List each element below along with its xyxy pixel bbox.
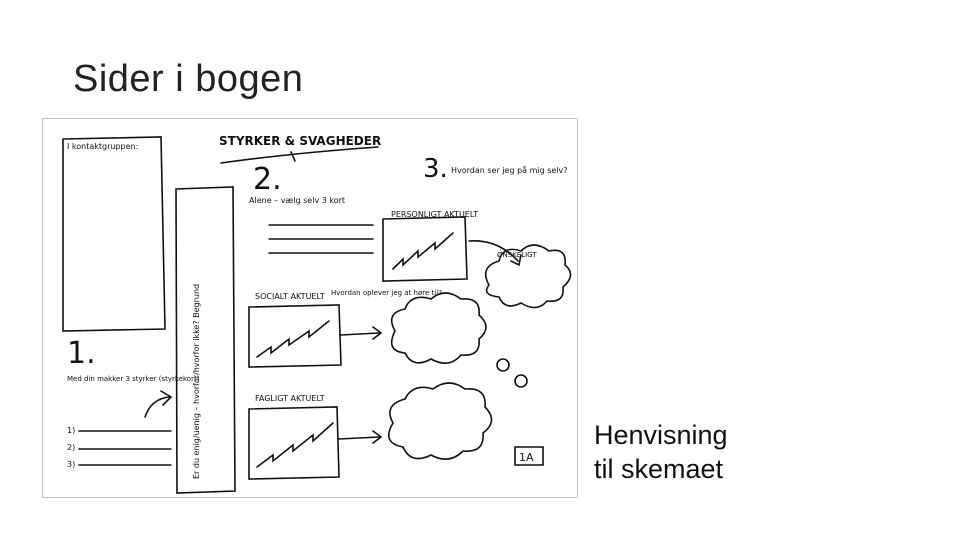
caption-line-2: til skemaet [594,454,724,484]
step2-number: 2. [253,162,282,197]
slide-title: Sider i bogen [73,58,304,100]
step1-text: Med din makker 3 styrker (styrkekort) [67,375,200,383]
caption [594,418,728,486]
fagligt-label: FAGLIGT AKTUELT [255,394,325,403]
caption-line-1: Henvisning [594,420,728,450]
socialt-label: SOCIALT AKTUELT [255,292,325,301]
list-num-3: 3) [67,460,76,469]
workbook-sketch-image [42,118,578,498]
vertical-column [176,187,235,493]
step3-number: 3. [423,154,448,184]
step1-number: 1. [67,336,96,371]
group-instructions-box [63,137,165,331]
onskeligt-label: ØNSKELIGT [497,251,537,259]
list-num-2: 2) [67,443,76,452]
personligt-label: PERSONLIGT AKTUELT [391,210,479,219]
social-question: Hvordan oplever jeg at høre til? [331,289,442,297]
vertical-label: Er du enig/uenig – hvorfor/hvorfor ikke? Begrund [192,283,201,479]
page-label: 1A [519,451,534,464]
sketch-heading: STYRKER & SVAGHEDER [219,134,382,148]
sketch-drawing [43,119,577,497]
group-title: I kontaktgruppen: [67,142,139,151]
step3-text: Hvordan ser jeg på mig selv? [451,166,568,175]
list-num-1: 1) [67,426,76,435]
step2-text: Alene – vælg selv 3 kort [249,196,346,205]
